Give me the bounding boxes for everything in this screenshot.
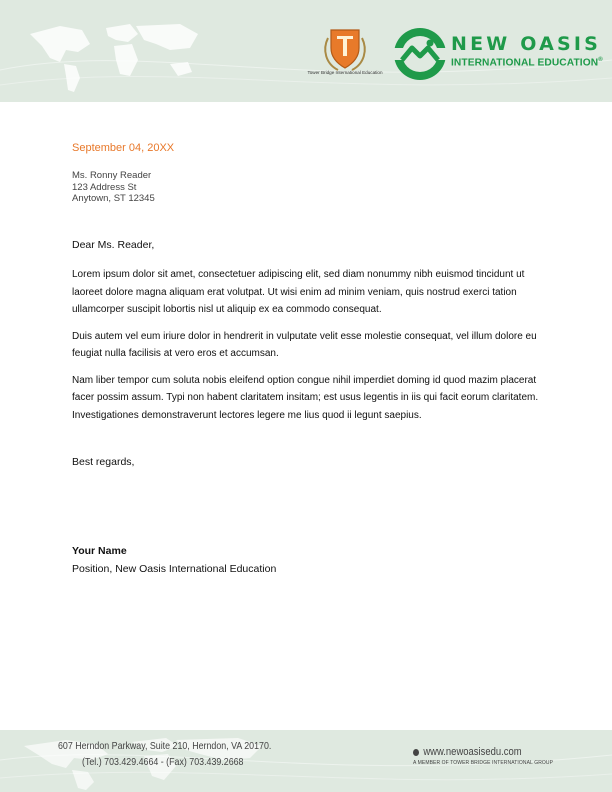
footer-address: 607 Herndon Parkway, Suite 210, Herndon, VA 20170. xyxy=(58,741,272,752)
signature-name: Your Name xyxy=(72,545,127,557)
salutation: Dear Ms. Reader, xyxy=(72,239,155,251)
footer-phone: (Tel.) 703.429.4664 - (Fax) 703.439.2668 xyxy=(82,757,244,768)
world-map-icon xyxy=(20,14,210,94)
brand-subtitle-text: INTERNATIONAL EDUCATION xyxy=(451,57,599,69)
body-paragraph: Nam liber tempor cum soluta nobis eleifend option congue nihil imperdiet doming id quod mazim placerat facer possim assum. Typi non habent claritatem insitam; est usus legentis in iis qui facit eorum claritatem. Investigationes demonstraverunt lectores legere me lius quod ii legunt saepius. xyxy=(72,374,539,421)
brand-name: NEW OASIS xyxy=(451,33,602,55)
letterhead-header xyxy=(0,0,612,102)
letter-body xyxy=(72,266,544,433)
brand-subtitle xyxy=(451,57,603,68)
recipient-name: Ms. Ronny Reader xyxy=(72,170,152,181)
recipient-address xyxy=(72,170,155,205)
footer-website-text[interactable]: www.newoasisedu.com xyxy=(423,746,522,758)
crest-caption: Tower Bridge International Education xyxy=(307,70,383,75)
signature-position: Position, New Oasis International Education xyxy=(72,563,277,575)
recipient-street: 123 Address St xyxy=(72,181,137,193)
body-paragraph: Duis autem vel eum iriure dolor in hendrerit in vulputate velit esse molestie consequat, vel illum dolore eu feugiat nulla facilisis at vero eros et accumsan. xyxy=(72,330,537,359)
body-paragraph: Lorem ipsum dolor sit amet, consectetuer adipiscing elit, sed diam nonummy nibh euismod tincidunt ut laoreet dolore magna aliquam erat volutpat. Ut wisi enim ad minim veniam, quis nostrud exerci tation ullamcorper suscipit lobortis nisl ut aliquip ex ea commodo consequat. xyxy=(72,269,525,315)
globe-icon xyxy=(413,749,419,756)
registered-mark: ® xyxy=(598,57,603,63)
letter-date: September 04, 20XX xyxy=(72,142,175,154)
footer-website[interactable] xyxy=(413,746,522,758)
recipient-city: Anytown, ST 12345 xyxy=(72,193,155,204)
closing: Best regards, xyxy=(72,456,135,468)
footer-member-line: A MEMBER OF TOWER BRIDGE INTERNATIONAL GROUP xyxy=(413,760,554,766)
new-oasis-logo-icon xyxy=(392,26,448,82)
